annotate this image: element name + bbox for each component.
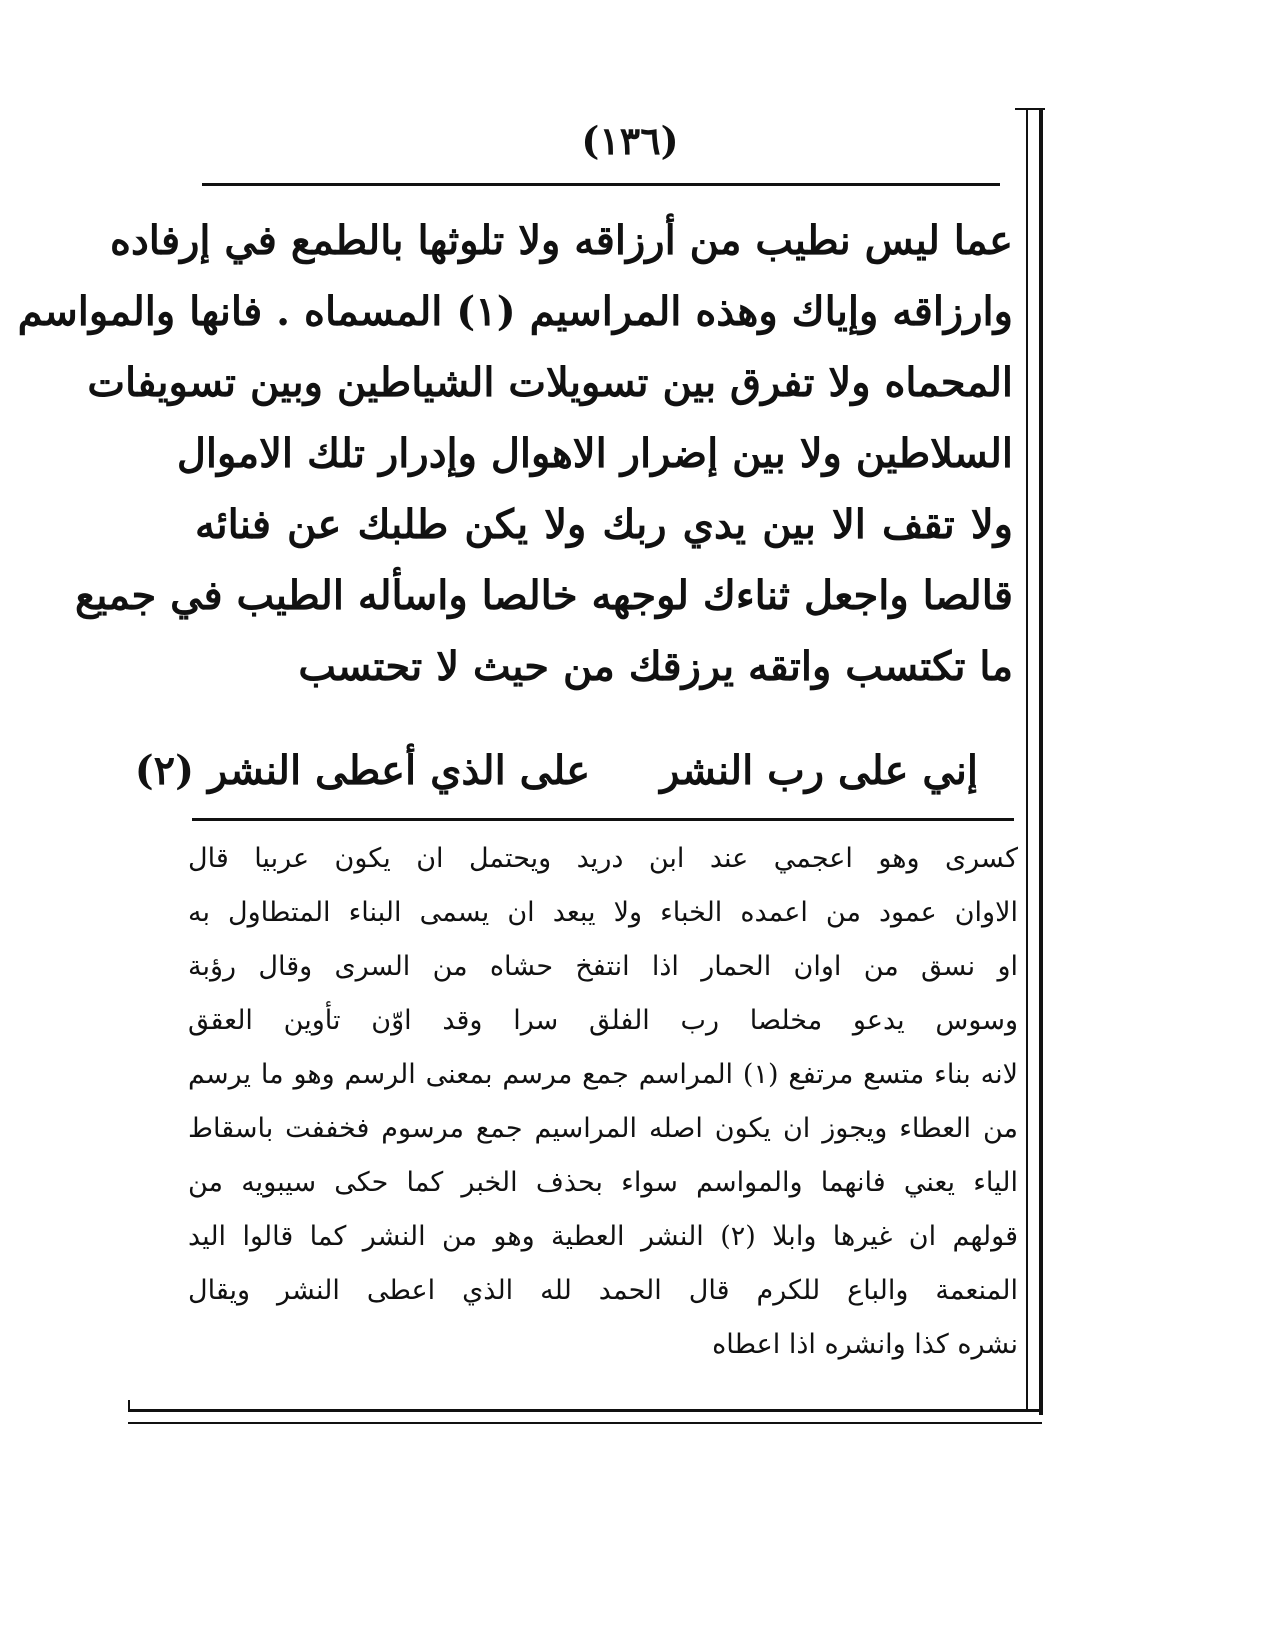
text-line: ولا تقف الا بين يدي ربك ولا يكن طلبك عن فنائه: [195, 501, 1013, 548]
frame-left-tick: [128, 1400, 130, 1412]
frame-bottom-rule-2: [128, 1422, 1042, 1424]
text-line: وارزاقه وإياك وهذه المراسيم (١) المسماه . فانها والمواسم: [17, 288, 1013, 335]
footnotes: [188, 832, 1018, 1372]
footnote-rule: [192, 818, 1014, 821]
verse: [134, 735, 1013, 805]
footnote-line: الاوان عمود من اعمده الخباء ولا يبعد ان يسمى البناء المتطاول به: [188, 897, 1018, 928]
text-line: السلاطين ولا بين إضرار الاهوال وإدرار تلك الاموال: [176, 430, 1013, 477]
footnote-line: قولهم ان غيرها وابلا (٢) النشر العطية وهو من النشر كما قالوا اليد: [188, 1221, 1019, 1252]
footnote-line: كسرى وهو اعجمي عند ابن دريد ويحتمل ان يكون عربيا قال: [188, 843, 1018, 874]
text-line: قالصا واجعل ثناءك لوجهه خالصا واسأله الطيب في جميع: [74, 572, 1013, 619]
verse-second-hemistich: على الذي أعطى النشر (٢): [134, 746, 591, 794]
text-line: ما تكتسب واتقه يرزقك من حيث لا تحتسب: [298, 643, 1013, 690]
frame-bottom-rule-1: [130, 1409, 1040, 1412]
footnote-line: المنعمة والباع للكرم قال الحمد لله الذي اعطى النشر ويقال: [188, 1275, 1018, 1306]
page-number: (١٣٦): [581, 118, 679, 163]
footnote-line: الياء يعني فانهما والمواسم سواء بحذف الخبر كما حكى سيبويه من: [188, 1167, 1018, 1198]
header-rule: [202, 183, 1000, 186]
footnote-line: وسوس يدعو مخلصا رب الفلق سرا وقد اوّن تأوين العقق: [188, 1005, 1018, 1036]
frame-outer-vertical: [1039, 110, 1043, 1415]
footnote-line: نشره كذا وانشره اذا اعطاه: [712, 1329, 1018, 1360]
footnote-line: من العطاء ويجوز ان يكون اصله المراسيم جمع مرسوم فخففت باسقاط: [188, 1113, 1018, 1144]
main-text: [17, 205, 1013, 702]
text-line: المحماه ولا تفرق بين تسويلات الشياطين وبين تسويفات: [87, 359, 1013, 406]
footnote-line: لانه بناء متسع مرتفع (١) المراسم جمع مرسم بمعنى الرسم وهو ما يرسم: [188, 1059, 1018, 1090]
footnote-line: او نسق من اوان الحمار اذا انتفخ حشاه من السرى وقال رؤبة: [188, 951, 1018, 982]
text-line: عما ليس نطيب من أرزاقه ولا تلوثها بالطمع في إرفاده: [110, 217, 1013, 264]
verse-first-hemistich: إني على رب النشر: [660, 746, 978, 794]
frame-inner-vertical: [1026, 110, 1028, 1410]
